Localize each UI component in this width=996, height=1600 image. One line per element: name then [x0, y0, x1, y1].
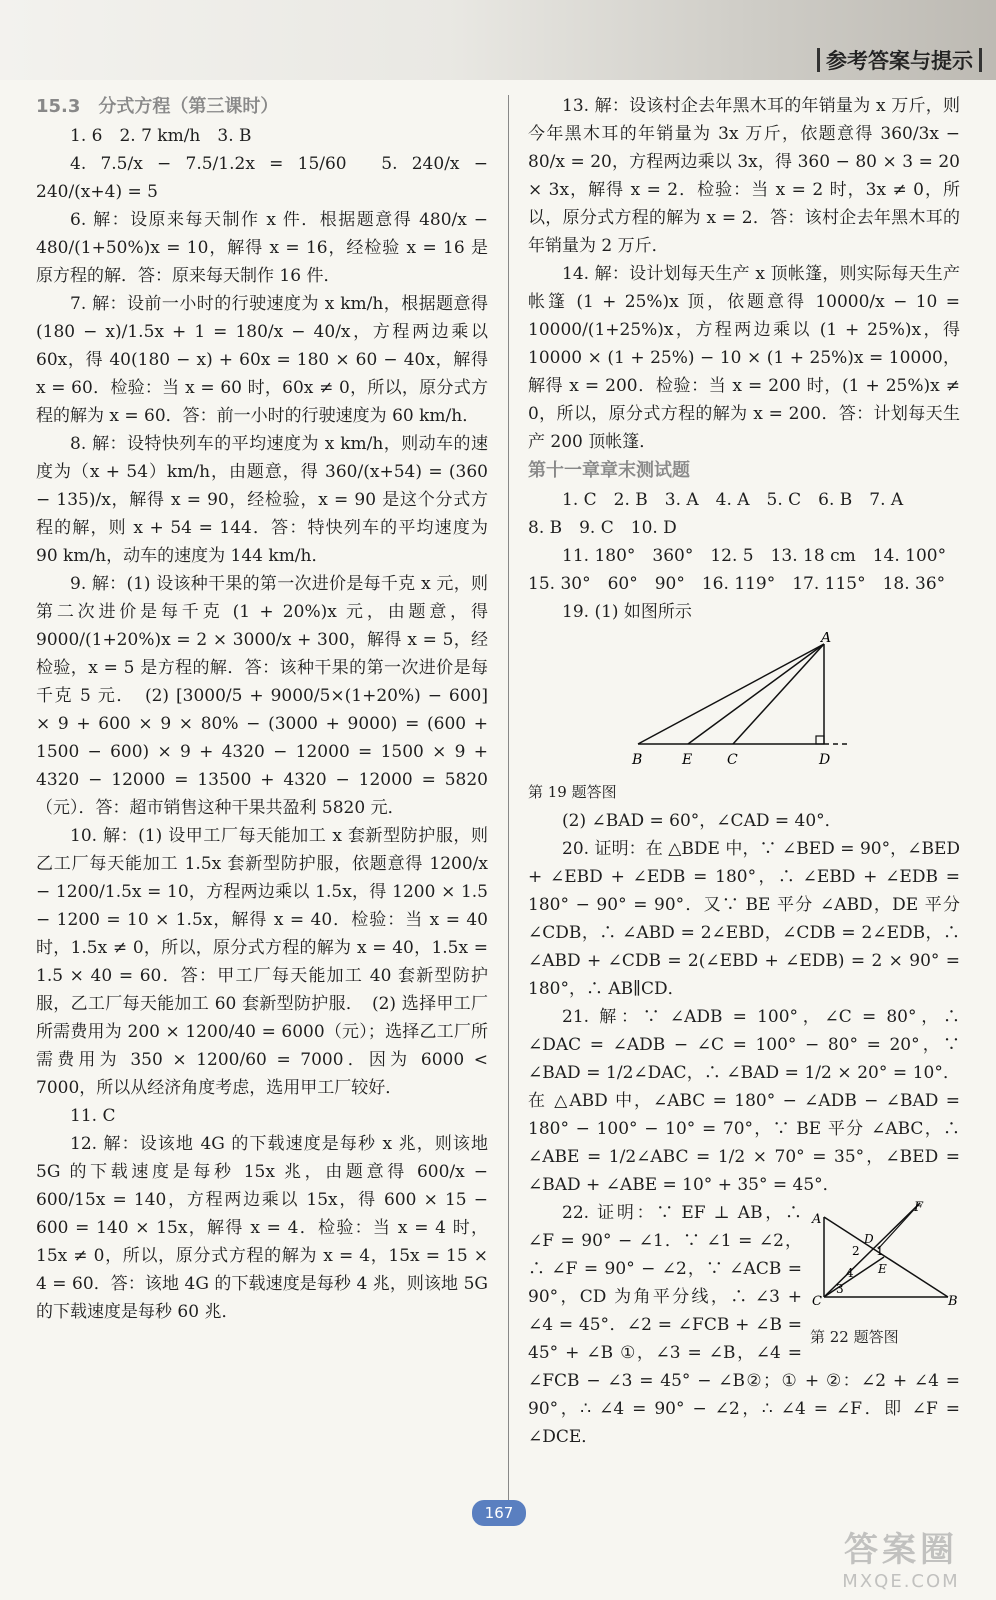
- answer-paragraph: 7. 解：设前一小时的行驶速度为 x km/h，根据题意得 (180 − x)/1.5x + 1 = 180/x − 40/x，方程两边乘以 60x，得 40(180 − x) + 60x = 180 × 60 − 40x，解得 x = 60．检验：当 x = 60 时，60x ≠ 0，所以，原分式方程的解为 x = 60．答：前一小时的行驶速度为 60 km/h．: [36, 294, 488, 426]
- answer-paragraph: 15. 30° 60° 90° 16. 119° 17. 115° 18. 36°: [528, 574, 946, 594]
- figure-22: [810, 1199, 960, 1348]
- section-title-15-3: 15.3 分式方程（第三课时）: [36, 96, 279, 117]
- fig22-label-3: 3: [836, 1282, 844, 1296]
- fig22-label-2: 2: [852, 1244, 860, 1258]
- left-paragraphs: [36, 122, 488, 1326]
- column-divider: [508, 95, 509, 1520]
- answer-paragraph: 11. C: [70, 1106, 116, 1126]
- fig22-label-c: C: [812, 1294, 822, 1309]
- section-title-chapter-11: 第十一章章末测试题: [528, 460, 690, 481]
- fig22-label-b: B: [948, 1294, 958, 1309]
- right-paragraphs-c: [528, 807, 960, 1199]
- fig19-label-d: D: [819, 752, 831, 768]
- answer-paragraph: 19. (1) 如图所示: [562, 602, 692, 622]
- header-label: [817, 44, 982, 76]
- answer-paragraph: 8. 解：设特快列车的平均速度为 x km/h，则动车的速度为（x + 54）km/h，由题意，得 360/(x+54) = (360 − 135)/x，解得 x = 90，经检验，x = 90 是这个分式方程的解，则 x + 54 = 144．答：特快列车的平均速度为 90 km/h，动车的速度为 144 km/h．: [36, 434, 488, 566]
- fig22-label-f: F: [914, 1200, 924, 1215]
- answer-paragraph: 20. 证明：在 △BDE 中，∵ ∠BED = 90°，∠BED + ∠EBD + ∠EDB = 180°，∴ ∠EBD + ∠EDB = 180° − 90° = 90°．又∵ BE 平分 ∠ABD，DE 平分 ∠CDB，∴ ∠ABD = 2∠EBD，∠CDB = 2∠EDB，∴ ∠ABD + ∠CDB = 2(∠EBD + ∠EDB) = 2 × 90° = 180°，∴ AB∥CD．: [528, 839, 960, 999]
- answer-paragraph: 11. 180° 360° 12. 5 13. 18 cm 14. 100°: [562, 546, 947, 566]
- header-title: 参考答案与提示: [826, 49, 973, 73]
- answer-paragraph: 10. 解：(1) 设甲工厂每天能加工 x 套新型防护服，则乙工厂每天能加工 1.5x 套新型防护服，依题意得 1200/x − 1200/1.5x = 10，方程两边乘以 1.5x，得 1200 × 1.5 − 1200 = 10 × 1.5x，解得 x = 40．检验：当 x = 40 时，1.5x ≠ 0，所以，原分式方程的解为 x = 40，1.5x = 1.5 × 40 = 60．答：甲工厂每天能加工 40 套新型防护服，乙工厂每天能加工 60 套新型防护服． (2) 选择甲工厂所需费用为 200 × 1200/40 = 6000（元）；选择乙工厂所需费用为 350 × 1200/60 = 7000．因为 6000 < 7000，所以从经济角度考虑，选用甲工厂较好．: [36, 826, 488, 1098]
- answer-paragraph: 9. 解：(1) 设该种干果的第一次进价是每千克 x 元，则第二次进价是每千克 (1 + 20%)x 元，由题意，得 9000/(1+20%)x = 2 × 3000/x + 300，解得 x = 5，经检验，x = 5 是方程的解．答：该种干果的第一次进价是每千克 5 元． (2) [3000/5 + 9000/5×(1+20%) − 600] × 9 + 600 × 9 × 80% − (3000 + 9000) = (600 + 1500 − 600) × 9 + 4320 − 12000 = 1500 × 9 + 4320 − 12000 = 13500 + 4320 − 12000 = 5820（元）．答：超市销售这种干果共盈利 5820 元．: [36, 574, 488, 818]
- problem-22-body: 22. 证明：∵ EF ⊥ AB，∴ ∠F = 90° − ∠1．∵ ∠1 = ∠2，∴ ∠F = 90° − ∠2，∵ ∠ACB = 90°，CD 为角平分线，∴ ∠3 + ∠4 = 45°．∠2 = ∠FCB + ∠B = 45° + ∠B ①，∠3 = ∠B，∠4 = ∠FCB − ∠3 = 45° − ∠B②；① + ②：∠2 + ∠4 = 90°，∴ ∠4 = 90° − ∠2，∴ ∠4 = ∠F．即 ∠F = ∠DCE．: [528, 1203, 960, 1447]
- page-number: 167: [472, 1500, 526, 1526]
- header-bar-left: [817, 48, 820, 72]
- answer-paragraph: 6. 解：设原来每天制作 x 件．根据题意得 480/x − 480/(1+50%)x = 10，解得 x = 16，经检验 x = 16 是原方程的解．答：原来每天制作 16 件．: [36, 210, 488, 286]
- answer-paragraph: 21. 解：∵ ∠ADB = 100°，∠C = 80°，∴ ∠DAC = ∠ADB − ∠C = 100° − 80° = 20°，∵ ∠BAD = 1/2∠DAC，∴ ∠BAD = 1/2 × 20° = 10°．在 △ABD 中，∠ABC = 180° − ∠ADB − ∠BAD = 180° − 100° − 10° = 70°，∵ BE 平分 ∠ABC，∴ ∠ABE = 1/2∠ABC = 1/2 × 70° = 35°，∠BED = ∠BAD + ∠ABE = 10° + 35° = 45°．: [528, 1007, 960, 1195]
- figure-19: [528, 632, 960, 803]
- fig19-label-a: A: [821, 632, 832, 646]
- fig19-label-e: E: [682, 752, 693, 768]
- right-paragraphs-a: [528, 92, 960, 456]
- watermark-text: 答案圈: [844, 1530, 958, 1570]
- right-column: [528, 92, 960, 1451]
- header-bar-right: [979, 48, 982, 72]
- figure-19-caption: 第 19 题答图: [528, 783, 617, 801]
- fig22-label-1: 1: [876, 1244, 884, 1258]
- answer-paragraph: 12. 解：设该地 4G 的下载速度是每秒 x 兆，则该地 5G 的下载速度是每秒 15x 兆，由题意得 600/x − 600/15x = 140，方程两边乘以 15x，得 600 × 15 − 600 = 140 × 15x，解得 x = 4．检验：当 x = 4 时，15x ≠ 0，所以，原分式方程的解为 x = 4，15x = 15 × 4 = 60．答：该地 4G 的下载速度是每秒 4 兆，则该地 5G 的下载速度是每秒 60 兆．: [36, 1134, 488, 1322]
- answer-paragraph: 8. B 9. C 10. D: [528, 518, 677, 538]
- figure-22-caption: 第 22 题答图: [810, 1328, 899, 1346]
- answer-paragraph: 1. C 2. B 3. A 4. A 5. C 6. B 7. A: [562, 490, 904, 510]
- answer-paragraph: 4. 7.5/x − 7.5/1.2x = 15/60 5. 240/x − 240/(x+4) = 5: [36, 154, 488, 202]
- figure-19-diagram: [528, 632, 960, 772]
- fig22-label-a: A: [812, 1212, 822, 1227]
- answer-paragraph: 13. 解：设该村企去年黑木耳的年销量为 x 万斤，则今年黑木耳的年销量为 3x 万斤，依题意得 360/3x − 80/x = 20，方程两边乘以 3x，得 360 − 80 × 3 = 20 × 3x，解得 x = 2．检验：当 x = 2 时，3x ≠ 0，所以，原分式方程的解为 x = 2．答：该村企去年黑木耳的年销量为 2 万斤．: [528, 96, 960, 256]
- watermark-url: MXQE.COM: [842, 1571, 960, 1592]
- fig19-label-c: C: [727, 752, 738, 768]
- right-paragraphs-b: [528, 486, 960, 626]
- fig22-label-e: E: [878, 1262, 887, 1276]
- problem-22: [528, 1199, 960, 1451]
- fig19-label-b: B: [632, 752, 643, 768]
- answer-paragraph: 14. 解：设计划每天生产 x 顶帐篷，则实际每天生产帐篷 (1 + 25%)x 顶，依题意得 10000/x − 10 = 10000/(1+25%)x，方程两边乘以 (1 + 25%)x，得 10000 × (1 + 25%) − 10 × (1 + 25%)x = 10000，解得 x = 200．检验：当 x = 200 时，(1 + 25%)x ≠ 0，所以，原分式方程的解为 x = 200．答：计划每天生产 200 顶帐篷．: [528, 264, 960, 452]
- watermark-logo: [826, 1522, 976, 1592]
- left-column: [36, 92, 488, 1326]
- fig22-label-d: D: [864, 1232, 874, 1246]
- answer-paragraph: (2) ∠BAD = 60°，∠CAD = 40°．: [562, 811, 842, 831]
- figure-22-diagram: [810, 1199, 960, 1317]
- answer-paragraph: 1. 6 2. 7 km/h 3. B: [70, 126, 252, 146]
- fig22-label-4: 4: [846, 1266, 854, 1280]
